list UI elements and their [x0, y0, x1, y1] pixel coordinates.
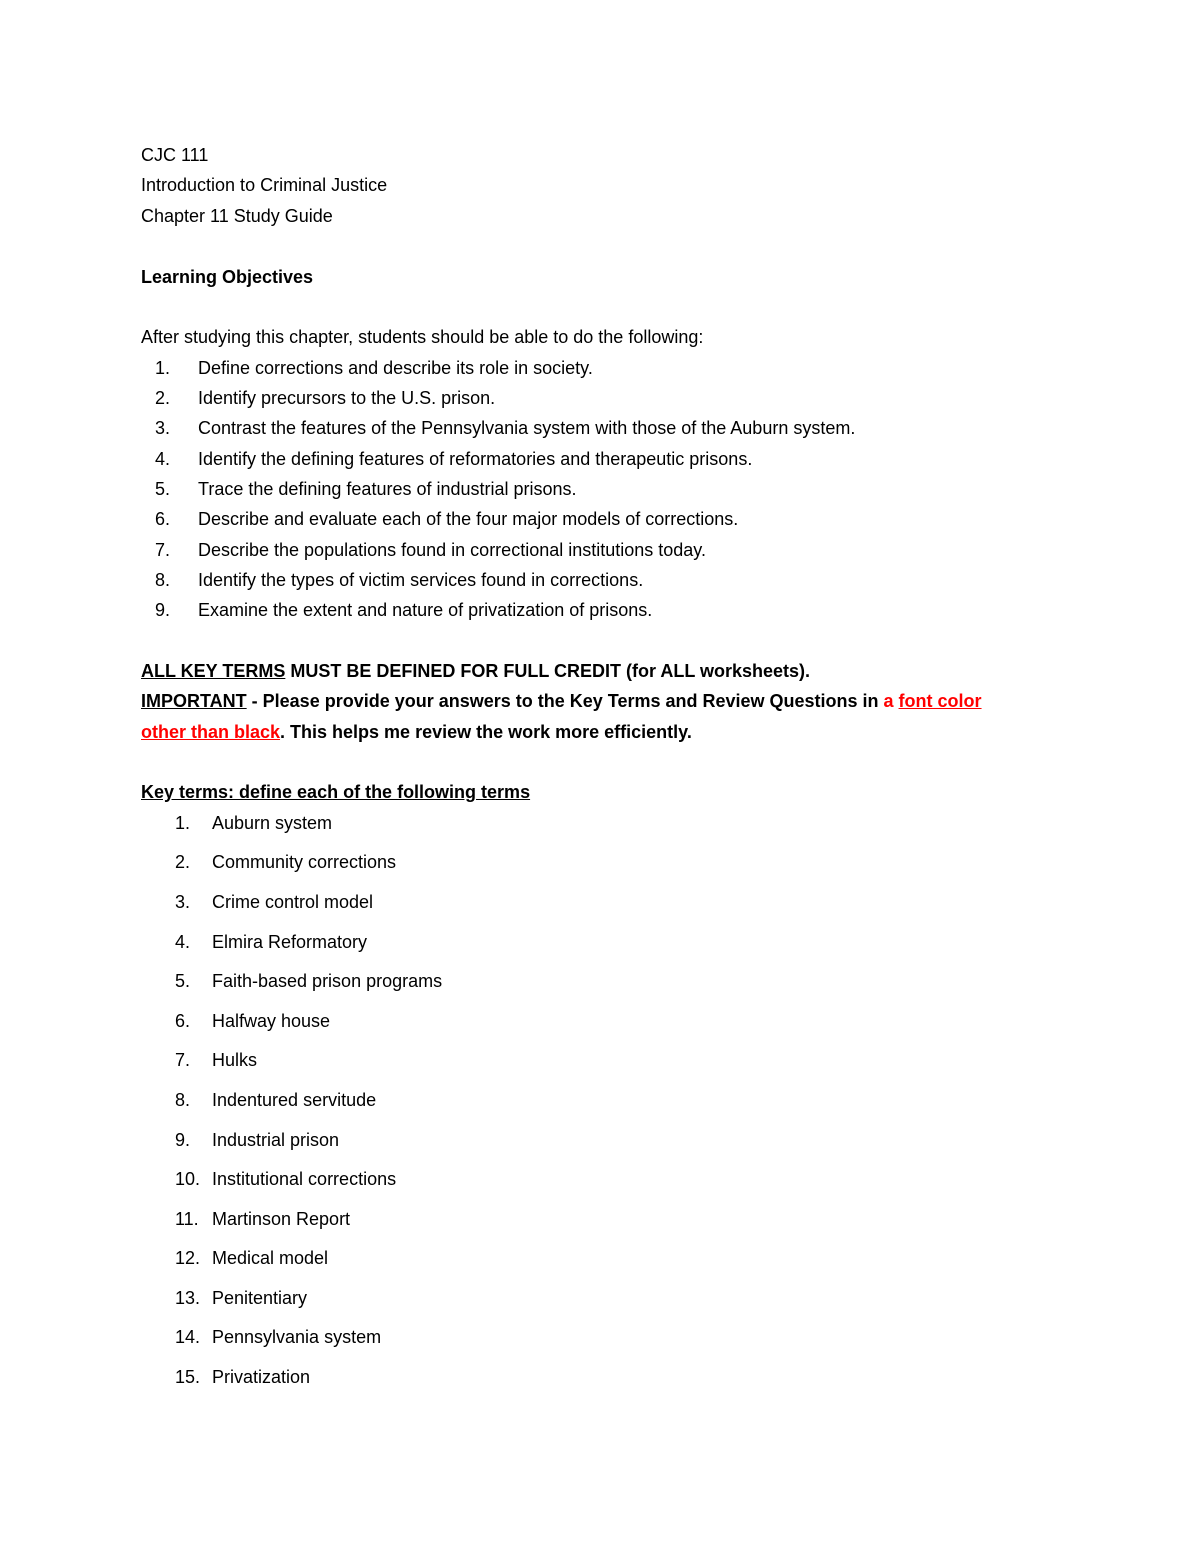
- key-term-number: 12.: [175, 1248, 201, 1269]
- key-term-item: [141, 1283, 1061, 1323]
- key-term-text: Penitentiary: [212, 1287, 308, 1308]
- key-term-item: [141, 1204, 1061, 1244]
- objective-item: [141, 413, 1061, 443]
- objective-number: 7.: [155, 539, 171, 560]
- objective-text: Define corrections and describe its role in society.: [198, 357, 593, 378]
- key-term-number: 5.: [175, 971, 191, 992]
- key-term-item: [141, 847, 1061, 887]
- key-term-number: 7.: [175, 1050, 191, 1071]
- course-title: Introduction to Criminal Justice: [141, 175, 388, 196]
- key-term-number: 11.: [175, 1208, 199, 1229]
- key-term-item: [141, 1362, 1061, 1402]
- spacer: [141, 292, 1061, 322]
- key-term-text: Hulks: [212, 1050, 258, 1071]
- document-page: [141, 140, 1061, 1402]
- objective-text: Contrast the features of the Pennsylvania system with those of the Auburn system.: [198, 418, 856, 439]
- objective-text: Identify precursors to the U.S. prison.: [198, 388, 496, 409]
- key-term-text: Auburn system: [212, 812, 333, 833]
- objective-item: [141, 353, 1061, 383]
- key-term-text: Martinson Report: [212, 1208, 351, 1229]
- objective-text: Identify the types of victim services found in corrections.: [198, 569, 644, 590]
- key-term-text: Medical model: [212, 1248, 329, 1269]
- objective-number: 1.: [155, 357, 171, 378]
- key-term-item: [141, 1322, 1061, 1362]
- key-term-item: [141, 1085, 1061, 1125]
- objective-text: Trace the defining features of industrial prisons.: [198, 478, 577, 499]
- objective-number: 4.: [155, 448, 171, 469]
- key-term-number: 15.: [175, 1367, 201, 1388]
- key-term-item: [141, 1006, 1061, 1046]
- objective-item: [141, 474, 1061, 504]
- key-term-item: [141, 1045, 1061, 1085]
- key-term-number: 4.: [175, 931, 191, 952]
- red-text: a: [883, 691, 899, 712]
- objective-item: [141, 565, 1061, 595]
- key-term-text: Indentured servitude: [212, 1089, 377, 1110]
- objective-text: Examine the extent and nature of privatization of prisons.: [198, 600, 653, 621]
- objective-number: 3.: [155, 418, 171, 439]
- important-notice-line-1: [141, 686, 1061, 716]
- objective-number: 5.: [155, 478, 171, 499]
- spacer: [141, 625, 1061, 655]
- important-label: IMPORTANT: [141, 691, 247, 712]
- objective-number: 9.: [155, 600, 171, 621]
- objective-number: 8.: [155, 569, 171, 590]
- important-notice-line-2: [141, 717, 1061, 747]
- key-term-item: [141, 1243, 1061, 1283]
- red-underlined-text-continued: other than black: [141, 721, 281, 742]
- spacer: [141, 747, 1061, 777]
- key-term-number: 9.: [175, 1129, 191, 1150]
- objectives-intro: After studying this chapter, students should be able to do the following:: [141, 327, 704, 348]
- important-rest: - Please provide your answers to the Key Terms and Review Questions in: [246, 691, 884, 712]
- key-term-number: 2.: [175, 852, 191, 873]
- key-term-item: [141, 966, 1061, 1006]
- objective-item: [141, 535, 1061, 565]
- objective-item: [141, 595, 1061, 625]
- key-term-text: Community corrections: [212, 852, 397, 873]
- key-term-text: Institutional corrections: [212, 1169, 397, 1190]
- key-term-text: Halfway house: [212, 1010, 331, 1031]
- objective-text: Identify the defining features of reformatories and therapeutic prisons.: [198, 448, 753, 469]
- all-key-terms-label: ALL KEY TERMS: [141, 660, 286, 681]
- spacer: [141, 231, 1061, 261]
- course-code: CJC 111: [141, 145, 209, 165]
- objective-number: 6.: [155, 509, 171, 530]
- key-term-number: 13.: [175, 1287, 201, 1308]
- key-term-item: [141, 1125, 1061, 1165]
- key-term-number: 1.: [175, 812, 191, 833]
- objectives-list: [141, 353, 1061, 626]
- objectives-heading: Learning Objectives: [141, 266, 314, 287]
- key-term-item: [141, 1164, 1061, 1204]
- objective-item: [141, 504, 1061, 534]
- key-term-text: Privatization: [212, 1367, 311, 1388]
- key-term-number: 10.: [175, 1169, 201, 1190]
- key-term-item: [141, 808, 1061, 848]
- key-term-number: 8.: [175, 1089, 191, 1110]
- key-term-text: Crime control model: [212, 891, 374, 912]
- red-underlined-text: font color: [898, 691, 982, 712]
- key-term-number: 6.: [175, 1010, 191, 1031]
- objective-number: 2.: [155, 388, 171, 409]
- objective-text: Describe the populations found in correctional institutions today.: [198, 539, 706, 560]
- key-term-number: 14.: [175, 1327, 201, 1348]
- key-term-item: [141, 887, 1061, 927]
- key-terms-notice: [141, 656, 1061, 686]
- key-terms-heading: Key terms: define each of the following terms: [141, 782, 531, 803]
- key-terms-list: [141, 808, 1061, 1402]
- guide-title: Chapter 11 Study Guide: [141, 205, 333, 226]
- all-key-terms-rest: MUST BE DEFINED FOR FULL CREDIT (for ALL worksheets).: [285, 660, 811, 681]
- key-term-text: Pennsylvania system: [212, 1327, 382, 1348]
- key-term-number: 3.: [175, 891, 191, 912]
- key-term-item: [141, 927, 1061, 967]
- objective-item: [141, 444, 1061, 474]
- key-term-text: Elmira Reformatory: [212, 931, 368, 952]
- key-term-text: Industrial prison: [212, 1129, 340, 1150]
- key-term-text: Faith-based prison programs: [212, 971, 443, 992]
- important-closing: . This helps me review the work more efficiently.: [280, 721, 692, 742]
- objective-text: Describe and evaluate each of the four major models of corrections.: [198, 509, 739, 530]
- objective-item: [141, 383, 1061, 413]
